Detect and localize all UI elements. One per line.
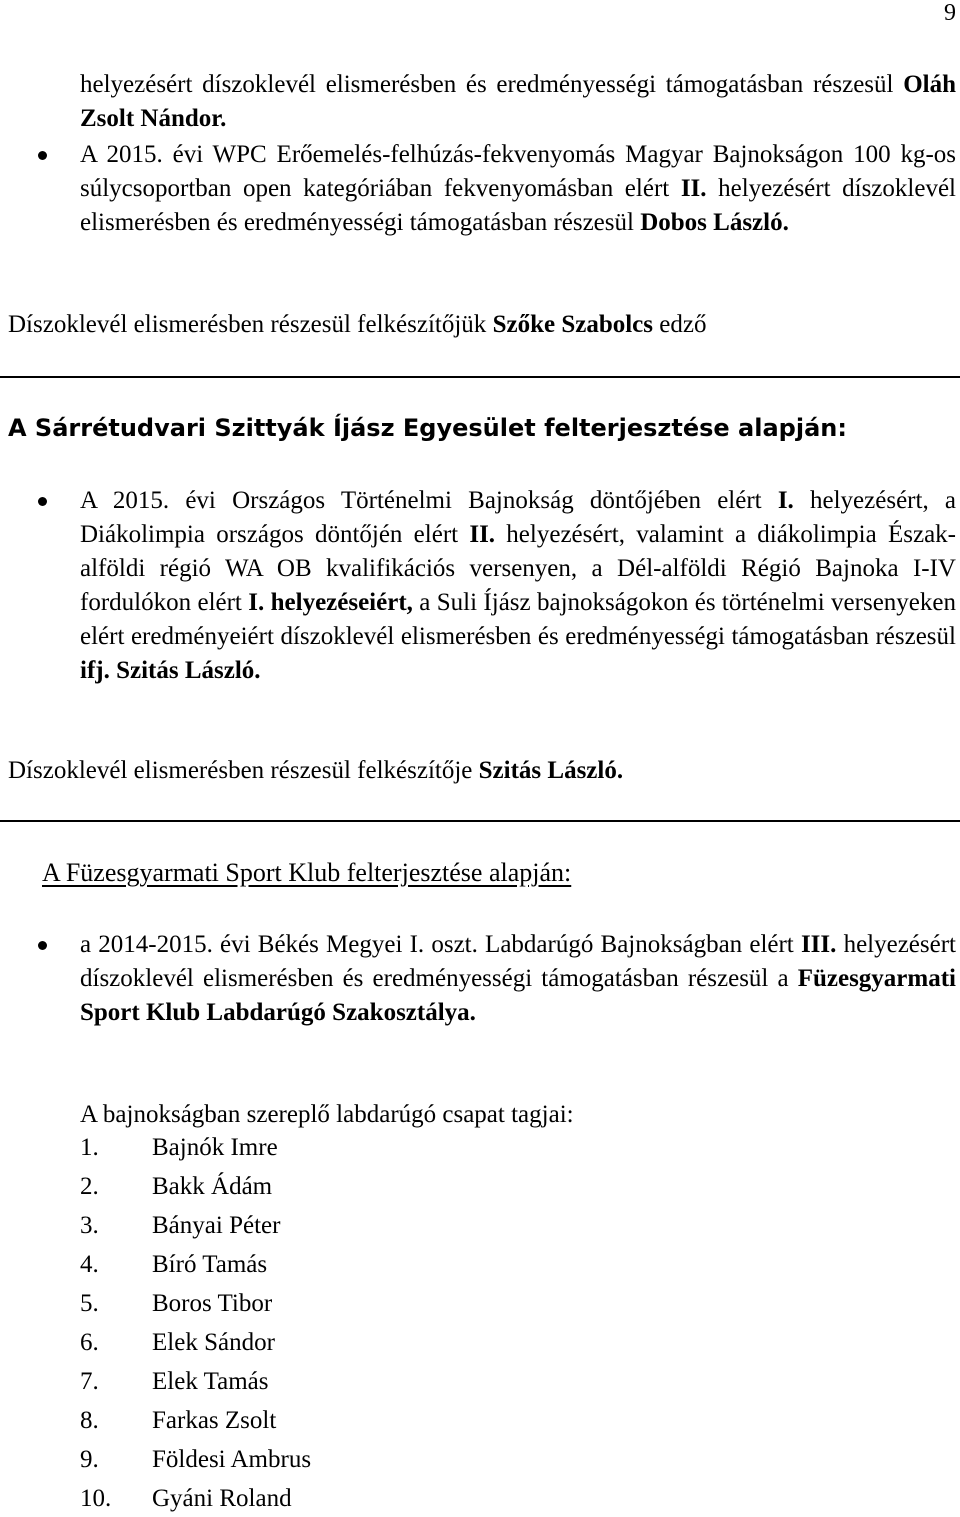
- member-name: Boros Tibor: [152, 1290, 273, 1317]
- awardee-name: ifj. Szitás László.: [80, 657, 261, 684]
- list-item: [80, 1365, 269, 1399]
- divider: [0, 376, 960, 378]
- bullet-paragraph-dobos: [80, 138, 956, 240]
- coach-line: [8, 308, 706, 342]
- list-number: 3.: [80, 1212, 99, 1239]
- list-item: [80, 1170, 272, 1204]
- awardee-name: Füzesgyarmati Sport Klub Labdarúgó Szakosztálya.: [80, 965, 956, 1026]
- member-name: Földesi Ambrus: [152, 1446, 312, 1473]
- bullet-text: helyezésért díszoklevél elismerésben és eredményességi támogatásban részesül a: [80, 931, 957, 992]
- bullet-icon: [38, 941, 47, 950]
- list-item: [80, 1443, 311, 1477]
- bullet-icon: [38, 497, 47, 506]
- placement: II.: [680, 175, 707, 202]
- continuation-text-2: részesül: [812, 71, 904, 98]
- team-intro: A bajnokságban szereplő labdarúgó csapat tagjai:: [80, 1101, 574, 1128]
- section-heading: A Sárrétudvari Szittyák Íjász Egyesület felterjesztése alapján:: [8, 414, 847, 442]
- list-item: [80, 1248, 267, 1282]
- list-number: 2.: [80, 1173, 99, 1200]
- member-name: Bajnók Imre: [152, 1134, 278, 1161]
- member-name: Elek Tamás: [152, 1368, 269, 1395]
- page-number: 9: [944, 0, 956, 26]
- placement: II.: [469, 521, 496, 548]
- coach-text: edző: [653, 311, 707, 338]
- coach-text: Díszoklevél elismerésben részesül felkészítője: [8, 757, 479, 784]
- placement: I. helyezéseiért,: [248, 589, 413, 616]
- list-number: 8.: [80, 1407, 99, 1434]
- list-number: 5.: [80, 1290, 99, 1317]
- list-number: 9.: [80, 1446, 99, 1473]
- coach-line: [8, 754, 623, 788]
- list-number: 10.: [80, 1485, 112, 1512]
- list-number: 6.: [80, 1329, 99, 1356]
- member-name: Gyáni Roland: [152, 1485, 292, 1512]
- list-number: 7.: [80, 1368, 99, 1395]
- list-number: 1.: [80, 1134, 99, 1161]
- list-item: [80, 1131, 278, 1165]
- bullet-icon: [38, 151, 47, 160]
- list-item: [80, 1404, 276, 1438]
- section-heading: A Füzesgyarmati Sport Klub felterjesztése alapján:: [42, 858, 572, 887]
- coach-name: Szőke Szabolcs: [492, 311, 653, 338]
- bullet-text: a 2014-2015. évi Békés Megyei I. oszt. Labdarúgó Bajnokságban elért: [80, 931, 801, 958]
- coach-name: Szitás László.: [478, 757, 624, 784]
- bullet-paragraph-szitas: [80, 484, 956, 688]
- continuation-paragraph: [80, 68, 956, 136]
- member-name: Bakk Ádám: [152, 1173, 273, 1200]
- list-number: 4.: [80, 1251, 99, 1278]
- awardee-name: Oláh Zsolt Nándor.: [80, 71, 956, 132]
- bullet-text: helyezésért, a Diákolimpia országos döntőjén elért: [80, 487, 957, 548]
- list-item: [80, 1287, 272, 1321]
- continuation-text: helyezésért díszoklevél elismerésben és eredményességi támogatásban: [80, 71, 804, 98]
- bullet-text: A 2015. évi WPC Erőemelés-felhúzás-fekvenyomás Magyar Bajnokságon 100 kg-os súlycsoportban open kategóriában fekvenyomásban elért: [80, 141, 956, 202]
- coach-text: Díszoklevél elismerésben részesül felkészítőjük: [8, 311, 493, 338]
- member-name: Bányai Péter: [152, 1212, 281, 1239]
- member-name: Farkas Zsolt: [152, 1407, 277, 1434]
- bullet-text: a Suli Íjász bajnokságokon és történelmi versenyeken elért eredményeiért díszoklevél elismerésben és eredményességi támogatásban részesül: [80, 589, 956, 650]
- placement: I.: [777, 487, 794, 514]
- member-name: Elek Sándor: [152, 1329, 275, 1356]
- list-item: [80, 1209, 280, 1243]
- awardee-name: Dobos László.: [640, 209, 789, 236]
- bullet-text: helyezésért, valamint a diákolimpia Észak-alföldi régió WA OB kvalifikációs versenyen, a Dél-alföldi Régió Bajnoka I-IV fordulókon elért: [80, 521, 956, 616]
- bullet-paragraph-fuzesgyarmat: [80, 928, 956, 1030]
- list-item: [80, 1482, 292, 1516]
- bullet-text: A 2015. évi Országos Történelmi Bajnokság döntőjében elért: [80, 487, 778, 514]
- list-item: [80, 1326, 275, 1360]
- member-name: Bíró Tamás: [152, 1251, 268, 1278]
- placement: III.: [800, 931, 837, 958]
- bullet-text: helyezésért díszoklevél elismerésben és eredményességi támogatásban részesül: [80, 175, 956, 236]
- divider: [0, 820, 960, 822]
